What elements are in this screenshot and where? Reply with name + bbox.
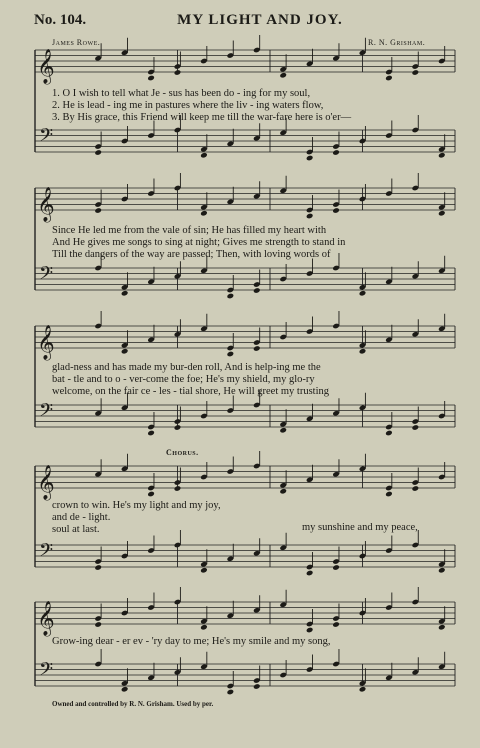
system-1-bass-note-head bbox=[94, 149, 102, 156]
system-5-bass-note-head bbox=[121, 686, 129, 693]
system-5-treble-note-head bbox=[94, 621, 102, 628]
system-3-treble-note-head bbox=[227, 351, 235, 358]
system-1-treble-clef: 𝄞 bbox=[37, 49, 55, 84]
lyric-line-s4-v1: crown to win. He's my light and my joy, bbox=[52, 500, 221, 511]
lyric-line-s3-v1: glad-ness and has made my bur-den roll, And is help-ing me the bbox=[52, 362, 321, 373]
system-4-treble-note-head bbox=[174, 485, 182, 492]
chorus-label: Chorus. bbox=[166, 448, 199, 457]
system-1-treble-note-head bbox=[147, 75, 155, 82]
lyric-line-s2-v3: Till the dangers of the way are passed; Then, with loving words of bbox=[52, 249, 331, 260]
lyric-line-s4-v3: soul at last. bbox=[52, 524, 100, 535]
system-4-treble-note-head bbox=[385, 491, 393, 498]
system-5-treble-note-head bbox=[438, 624, 446, 631]
system-2-treble-note-head bbox=[94, 207, 102, 214]
system-4-treble-clef: 𝄞 bbox=[37, 465, 55, 500]
system-3-bass-note-head bbox=[279, 427, 287, 434]
system-1-treble-note-head bbox=[174, 69, 182, 76]
system-5-bass-note-head bbox=[359, 686, 367, 693]
lyric-line-s1-v2: 2. He is lead - ing me in pastures where the liv - ing waters flow, bbox=[52, 100, 324, 111]
system-2-treble-note-head bbox=[332, 207, 340, 214]
system-5-bass-note-head bbox=[227, 689, 235, 696]
system-2-bass-note-head bbox=[253, 287, 261, 294]
lyric-line-s3-v3: welcome, on the fair ce - les - tial shore, He will greet my trusting bbox=[52, 386, 329, 397]
system-1-bass-note-head bbox=[332, 149, 340, 156]
copyright-footer: Owned and controlled by R. N. Grisham. Used by per. bbox=[52, 700, 214, 708]
system-3-bass-note-head bbox=[147, 430, 155, 437]
system-2-treble-clef: 𝄞 bbox=[37, 187, 55, 222]
system-2-treble-note-head bbox=[438, 210, 446, 217]
system-1-bass-clef: 𝄢 bbox=[39, 125, 54, 151]
lyric-line-s5-v1: Grow-ing dear - er ev - 'ry day to me; He's my smile and my song, bbox=[52, 636, 331, 647]
system-4-treble-note-head bbox=[412, 485, 420, 492]
system-3-bass-clef: 𝄢 bbox=[39, 400, 54, 426]
hymn-title-text: MY LIGHT AND JOY. bbox=[177, 12, 343, 28]
system-2-treble-note-head bbox=[200, 210, 208, 217]
system-3-treble-clef: 𝄞 bbox=[37, 325, 55, 360]
system-1-bass-note-head bbox=[200, 152, 208, 159]
lyricist-credit: James Rowe. bbox=[52, 38, 101, 47]
system-1-treble-note-head bbox=[412, 69, 420, 76]
system-4-bass-note-head bbox=[94, 564, 102, 571]
system-5-treble-note-head bbox=[332, 621, 340, 628]
system-3-bass-note-head bbox=[174, 424, 182, 431]
lyric-line-s4-v2: and de - light. bbox=[52, 512, 111, 523]
lyric-line-s3-v2: bat - tle and to o - ver-come the foe; He's my shield, my glo-ry bbox=[52, 374, 315, 385]
system-4-bass-clef: 𝄢 bbox=[39, 540, 54, 566]
system-2-bass-note-head bbox=[359, 290, 367, 297]
system-3-treble-note-head bbox=[359, 348, 367, 355]
system-1-bass-note-head bbox=[306, 155, 314, 162]
system-3-treble-note-head bbox=[253, 345, 261, 352]
lyric-line-s2-v1: Since He led me from the vale of sin; He has filled my heart with bbox=[52, 225, 327, 236]
lyric-line-s4-bass: my sunshine and my peace, bbox=[302, 522, 418, 533]
system-3-bass-note-head bbox=[412, 424, 420, 431]
composer-credit: R. N. Grisham. bbox=[368, 38, 426, 47]
system-3-bass-note-head bbox=[385, 430, 393, 437]
lyric-line-s1-v1: 1. O I wish to tell what Je - sus has been do - ing for my soul, bbox=[52, 88, 311, 99]
system-2-bass-clef: 𝄢 bbox=[39, 263, 54, 289]
lyric-line-s2-v2: And He gives me songs to sing at night; Gives me strength to stand in bbox=[52, 237, 346, 248]
system-2-bass-note-head bbox=[121, 290, 129, 297]
system-5-treble-clef: 𝄞 bbox=[37, 601, 55, 636]
system-5-bass-note-head bbox=[253, 683, 261, 690]
system-3-treble-note-head bbox=[121, 348, 129, 355]
system-5-treble-note-head bbox=[306, 627, 314, 634]
system-1-treble-note-head bbox=[279, 72, 287, 79]
system-4-bass-note-head bbox=[332, 564, 340, 571]
system-1-bass-note-head bbox=[438, 152, 446, 159]
system-4-bass-note-head bbox=[200, 567, 208, 574]
hymn-number: No. 104. bbox=[34, 12, 87, 28]
system-5-treble-note-head bbox=[200, 624, 208, 631]
system-2-treble-note-head bbox=[306, 213, 314, 220]
system-4-treble-note-head bbox=[147, 491, 155, 498]
lyric-line-s1-v3: 3. By His grace, this Friend will keep me till the war-fare here is o'er— bbox=[52, 112, 352, 123]
system-4-treble-note-head bbox=[279, 488, 287, 495]
system-1-treble-note-head bbox=[385, 75, 393, 82]
system-5-bass-clef: 𝄢 bbox=[39, 659, 54, 685]
system-4-bass-note-head bbox=[306, 570, 314, 577]
system-2-bass-note-head bbox=[227, 293, 235, 300]
system-4-bass-note-head bbox=[438, 567, 446, 574]
